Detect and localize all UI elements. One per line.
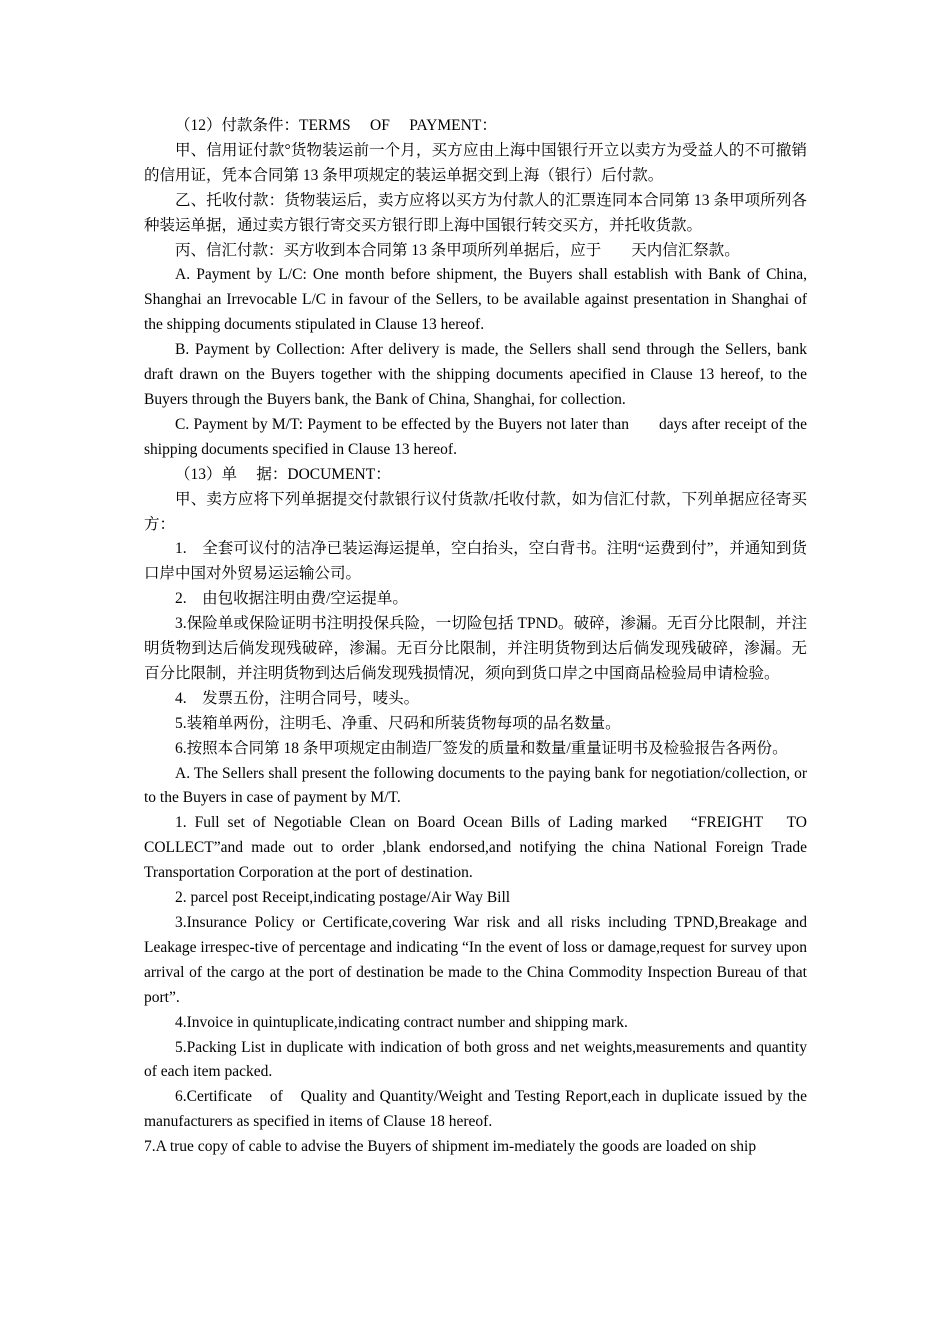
payment-en-c-part1: C. Payment by M/T: Payment to be effected by the Buyers not later than <box>175 415 629 433</box>
payment-en-a: A. Payment by L/C: One month before shipment, the Buyers shall establish with Bank of China, Shanghai an Irrevocable L/C in favour of the Sellers, to be available against presentation in Shanghai of the shipping documents stipulated in Clause 13 hereof. <box>144 266 807 334</box>
documents-cn-item-4: 4. 发票五份，注明合同号，唛头。 <box>175 689 420 707</box>
documents-en-item-7: 7.A true copy of cable to advise the Buyers of shipment im-mediately the goods are loaded on ship <box>144 1138 757 1156</box>
documents-cn-item-5: 5.装箱单两份，注明毛、净重、尺码和所装货物每项的品名数量。 <box>175 714 621 732</box>
payment-en-b: B. Payment by Collection: After delivery is made, the Sellers shall send through the Sellers, bank draft drawn on the Buyers together with the shipping documents apecified in Clause 13 hereof, to the Buyers through the Buyers bank, the Bank of China, Shanghai, for collection. <box>144 341 807 408</box>
documents-en-item-3: 3.Insurance Policy or Certificate,covering War risk and all risks including TPND,Breakage and Leakage irrespec-tive of percentage and indicating “In the event of loss or damage,request for survey upon arrival of the cargo at the port of destination be made to the China Commodity Inspection Bureau of that port”. <box>144 914 807 1006</box>
section-13-heading: （13）单 据：DOCUMENT： <box>175 465 391 483</box>
documents-cn-item-3: 3.保险单或保险证明书注明投保兵险，一切险包括 TPND。破碎，渗漏。无百分比限制，并注明货物到达后倘发现残破碎，渗漏。无百分比限制，并注明货物到达后倘发现残破碎，渗漏。无百分比限制，并注明货物到达后倘发现残损情况，须向到货口岸之中国商品检验局申请检验。 <box>144 615 807 682</box>
documents-en-item-4: 4.Invoice in quintuplicate,indicating contract number and shipping mark. <box>175 1013 628 1031</box>
document-page <box>144 114 807 1160</box>
section-12-heading: （12）付款条件：TERMS OF PAYMENT： <box>175 117 497 134</box>
payment-cn-a: 甲、信用证付款°货物装运前一个月，买方应由上海中国银行开立以卖方为受益人的不可撤销的信用证，凭本合同第 13 条甲项规定的装运单据交到上海（银行）后付款。 <box>144 141 807 184</box>
documents-en-item-5: 5.Packing List in duplicate with indication of both gross and net weights,measurements and quantity of each item packed. <box>144 1038 807 1081</box>
documents-cn-intro: 甲、卖方应将下列单据提交付款银行议付货款/托收付款，如为信汇付款，下列单据应径寄买方： <box>144 490 807 533</box>
payment-cn-b: 乙、托收付款：货物装运后，卖方应将以买方为付款人的汇票连同本合同第 13 条甲项所列各种装运单据，通过卖方银行寄交买方银行即上海中国银行转交买方，并托收货款。 <box>144 191 807 234</box>
payment-cn-c-part1: 丙、信汇付款：买方收到本合同第 13 条甲项所列单据后，应于 <box>175 241 602 259</box>
documents-cn-item-2: 2. 由包收据注明由费/空运提单。 <box>175 590 408 608</box>
documents-cn-item-1: 1. 全套可议付的洁净已装运海运提单，空白抬头，空白背书。注明“运费到付”，并通知到货口岸中国对外贸易运运输公司。 <box>144 540 807 583</box>
payment-cn-c-part2: 天内信汇祭款。 <box>631 241 740 259</box>
documents-cn-item-6: 6.按照本合同第 18 条甲项规定由制造厂签发的质量和数量/重量证明书及检验报告各两份。 <box>175 739 788 757</box>
documents-en-intro: A. The Sellers shall present the following documents to the paying bank for negotiation/collection, or to the Buyers in case of payment by M/T. <box>144 764 807 807</box>
documents-en-item-2: 2. parcel post Receipt,indicating postage/Air Way Bill <box>175 889 511 907</box>
documents-en-item-6: 6.Certificate of Quality and Quantity/Weight and Testing Report,each in duplicate issued by the manufacturers as specified in items of Clause 18 hereof. <box>144 1088 807 1131</box>
payment-en-c-part2: days after receipt of the shipping documents specified in Clause 13 hereof. <box>144 415 808 458</box>
payment-cn-c <box>144 239 807 264</box>
payment-en-c <box>144 413 807 463</box>
documents-en-item-1: 1. Full set of Negotiable Clean on Board Ocean Bills of Lading marked “FREIGHT TO COLLECT”and made out to order ,blank endorsed,and notifying the china National Foreign Trade Transportation Corporation at the port of destination. <box>144 814 807 882</box>
